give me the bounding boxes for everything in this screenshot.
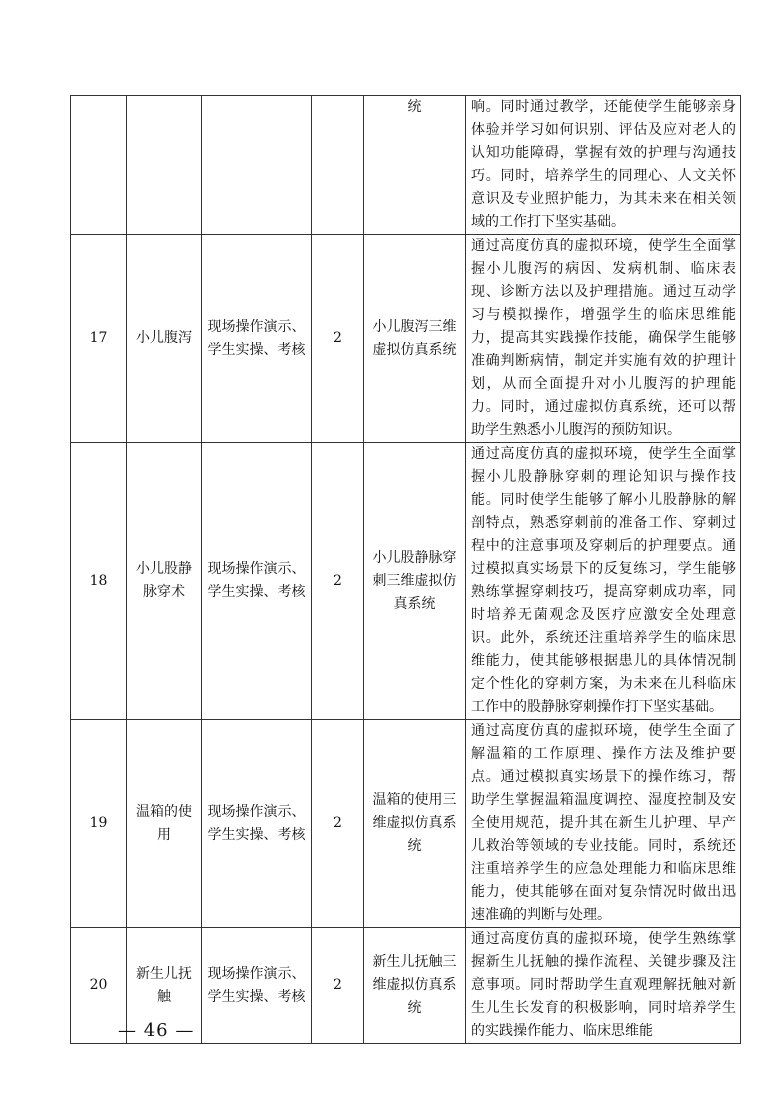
simulation-system: 新生儿抚触三维虚拟仿真系统 bbox=[364, 928, 466, 1044]
class-hours: 2 bbox=[312, 443, 364, 720]
page-number: — 46 — bbox=[118, 1020, 195, 1041]
row-number: 18 bbox=[71, 443, 127, 720]
teaching-method: 现场操作演示、学生实操、考核 bbox=[202, 720, 312, 928]
class-hours bbox=[312, 96, 364, 235]
course-description: 响。同时通过教学，还能使学生能够亲身体验并学习如何识别、评估及应对老人的认知功能障碍，掌握有效的护理与沟通技巧。同时，培养学生的同理心、人文关怀意识及专业照护能力，为其未来在相关领域的工作打下坚实基础。 bbox=[466, 96, 741, 235]
table-row bbox=[71, 235, 741, 443]
class-hours: 2 bbox=[312, 235, 364, 443]
course-name: 温箱的使用 bbox=[127, 720, 202, 928]
simulation-system: 小儿股静脉穿刺三维虚拟仿真系统 bbox=[364, 443, 466, 720]
row-number: 20 bbox=[71, 928, 127, 1044]
course-name: 小儿股静脉穿术 bbox=[127, 443, 202, 720]
course-name: 新生儿抚触 bbox=[127, 928, 202, 1044]
simulation-system: 温箱的使用三维虚拟仿真系统 bbox=[364, 720, 466, 928]
simulation-system: 小儿腹泻三维虚拟仿真系统 bbox=[364, 235, 466, 443]
table-row bbox=[71, 443, 741, 720]
course-name: 小儿腹泻 bbox=[127, 235, 202, 443]
teaching-method bbox=[202, 96, 312, 235]
teaching-method: 现场操作演示、学生实操、考核 bbox=[202, 443, 312, 720]
course-description: 通过高度仿真的虚拟环境，使学生全面掌握小儿腹泻的病因、发病机制、临床表现、诊断方法以及护理措施。通过互动学习与模拟操作，增强学生的临床思维能力，提高其实践操作技能，确保学生能够准确判断病情，制定并实施有效的护理计划，从而全面提升对小儿腹泻的护理能力。同时，通过虚拟仿真系统，还可以帮助学生熟悉小儿腹泻的预防知识。 bbox=[466, 235, 741, 443]
table-row bbox=[71, 96, 741, 235]
table-row bbox=[71, 720, 741, 928]
course-description: 通过高度仿真的虚拟环境，使学生全面掌握小儿股静脉穿刺的理论知识与操作技能。同时使学生能够了解小儿股静脉的解剖特点，熟悉穿刺前的准备工作、穿刺过程中的注意事项及穿刺后的护理要点。通过模拟真实场景下的反复练习，学生能够熟练掌握穿刺技巧，提高穿刺成功率，同时培养无菌观念及医疗应激安全处理意识。此外，系统还注重培养学生的临床思维能力，使其能够根据患儿的具体情况制定个性化的穿刺方案，为未来在儿科临床工作中的股静脉穿刺操作打下坚实基础。 bbox=[466, 443, 741, 720]
course-name bbox=[127, 96, 202, 235]
course-table bbox=[70, 95, 741, 1044]
row-number: 17 bbox=[71, 235, 127, 443]
course-description: 通过高度仿真的虚拟环境，使学生全面了解温箱的工作原理、操作方法及维护要点。通过模拟真实场景下的操作练习，帮助学生掌握温箱温度调控、湿度控制及安全使用规范，提升其在新生儿护理、早产儿救治等领域的专业技能。同时，系统还注重培养学生的应急处理能力和临床思维能力，使其能够在面对复杂情况时做出迅速准确的判断与处理。 bbox=[466, 720, 741, 928]
row-number: 19 bbox=[71, 720, 127, 928]
course-description: 通过高度仿真的虚拟环境，使学生熟练掌握新生儿抚触的操作流程、关键步骤及注意事项。同时帮助学生直观理解抚触对新生儿生长发育的积极影响，同时培养学生的实践操作能力、临床思维能 bbox=[466, 928, 741, 1044]
teaching-method: 现场操作演示、学生实操、考核 bbox=[202, 235, 312, 443]
simulation-system: 统 bbox=[364, 96, 466, 235]
teaching-method: 现场操作演示、学生实操、考核 bbox=[202, 928, 312, 1044]
class-hours: 2 bbox=[312, 720, 364, 928]
row-number bbox=[71, 96, 127, 235]
class-hours: 2 bbox=[312, 928, 364, 1044]
